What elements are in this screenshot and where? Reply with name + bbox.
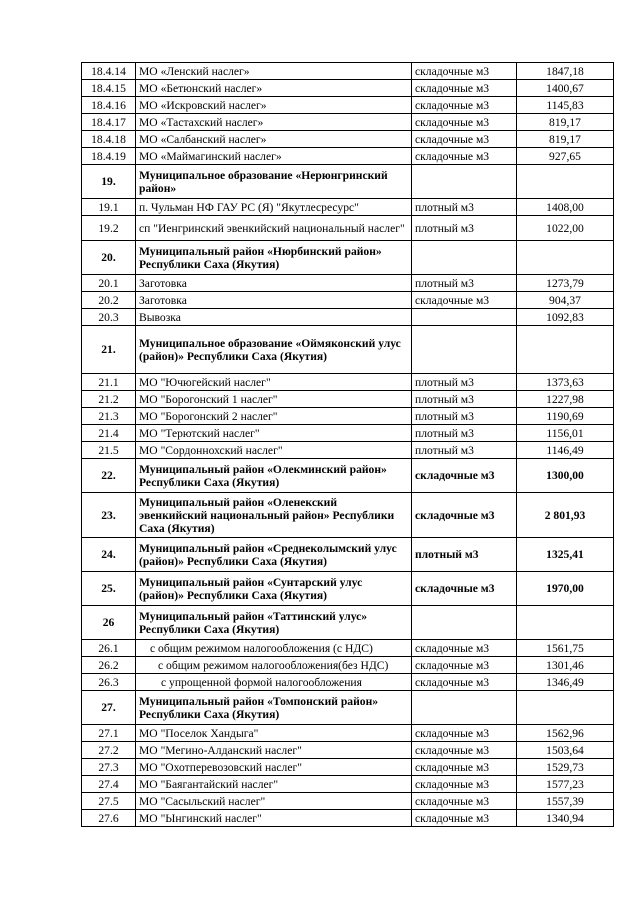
row-price-cell: 1300,00 bbox=[517, 459, 614, 493]
row-name-cell: Муниципальное образование «Нерюнгринский район» bbox=[136, 165, 412, 199]
row-number-cell: 18.4.15 bbox=[82, 80, 136, 97]
row-price-cell: 1346,49 bbox=[517, 674, 614, 691]
row-price-cell: 1092,83 bbox=[517, 309, 614, 326]
row-name-cell: Муниципальный район «Оленекский эвенкийский национальный район» Республики Саха (Якутия) bbox=[136, 493, 412, 538]
row-number-cell: 27.4 bbox=[82, 776, 136, 793]
table-row bbox=[82, 275, 614, 292]
table-row bbox=[82, 776, 614, 793]
row-number-cell: 27.3 bbox=[82, 759, 136, 776]
row-name-cell: Муниципальное образование «Оймяконский улус (район)» Республики Саха (Якутия) bbox=[136, 326, 412, 374]
row-price-cell: 1970,00 bbox=[517, 572, 614, 606]
row-unit-cell: складочные м3 bbox=[412, 459, 517, 493]
row-unit-cell: складочные м3 bbox=[412, 674, 517, 691]
table-row bbox=[82, 742, 614, 759]
row-name-cell: МО "Поселок Хандыга" bbox=[136, 725, 412, 742]
row-unit-cell bbox=[412, 606, 517, 640]
row-price-cell: 1577,23 bbox=[517, 776, 614, 793]
row-unit-cell: складочные м3 bbox=[412, 148, 517, 165]
row-price-cell: 1146,49 bbox=[517, 442, 614, 459]
row-unit-cell bbox=[412, 165, 517, 199]
row-unit-cell: складочные м3 bbox=[412, 640, 517, 657]
row-name-cell: Муниципальный район «Томпонский район» Республики Саха (Якутия) bbox=[136, 691, 412, 725]
row-price-cell: 1325,41 bbox=[517, 538, 614, 572]
row-number-cell: 24. bbox=[82, 538, 136, 572]
row-name-cell: МО "Баягантайский наслег" bbox=[136, 776, 412, 793]
row-name-cell: МО «Бетюнский наслег» bbox=[136, 80, 412, 97]
row-unit-cell: складочные м3 bbox=[412, 742, 517, 759]
row-price-cell bbox=[517, 691, 614, 725]
row-price-cell: 819,17 bbox=[517, 131, 614, 148]
row-number-cell: 21. bbox=[82, 326, 136, 374]
row-price-cell: 1156,01 bbox=[517, 425, 614, 442]
row-price-cell: 1529,73 bbox=[517, 759, 614, 776]
row-price-cell: 2 801,93 bbox=[517, 493, 614, 538]
table-row bbox=[82, 97, 614, 114]
row-price-cell: 1557,39 bbox=[517, 793, 614, 810]
row-number-cell: 19.2 bbox=[82, 216, 136, 241]
row-number-cell: 23. bbox=[82, 493, 136, 538]
row-number-cell: 22. bbox=[82, 459, 136, 493]
row-number-cell: 18.4.17 bbox=[82, 114, 136, 131]
row-number-cell: 26.2 bbox=[82, 657, 136, 674]
row-name-cell: с общим режимом налогообложения (с НДС) bbox=[136, 640, 412, 657]
row-name-cell: сп "Иенгринский эвенкийский национальный наслег" bbox=[136, 216, 412, 241]
row-name-cell: МО "Сордоннохский наслег" bbox=[136, 442, 412, 459]
row-number-cell: 27. bbox=[82, 691, 136, 725]
price-table-body bbox=[82, 63, 614, 827]
table-row bbox=[82, 442, 614, 459]
row-price-cell bbox=[517, 165, 614, 199]
row-name-cell: с общим режимом налогообложения(без НДС) bbox=[136, 657, 412, 674]
row-price-cell: 819,17 bbox=[517, 114, 614, 131]
section-row bbox=[82, 459, 614, 493]
row-number-cell: 19. bbox=[82, 165, 136, 199]
row-name-cell: Муниципальный район «Сунтарский улус (район)» Республики Саха (Якутия) bbox=[136, 572, 412, 606]
row-name-cell: МО "Борогонский 2 наслег" bbox=[136, 408, 412, 425]
row-unit-cell: плотный м3 bbox=[412, 374, 517, 391]
row-number-cell: 18.4.14 bbox=[82, 63, 136, 80]
row-unit-cell: плотный м3 bbox=[412, 442, 517, 459]
row-unit-cell: складочные м3 bbox=[412, 493, 517, 538]
row-number-cell: 21.1 bbox=[82, 374, 136, 391]
row-price-cell: 1273,79 bbox=[517, 275, 614, 292]
table-row bbox=[82, 63, 614, 80]
row-price-cell bbox=[517, 606, 614, 640]
row-number-cell: 20.3 bbox=[82, 309, 136, 326]
table-row bbox=[82, 131, 614, 148]
table-row bbox=[82, 640, 614, 657]
row-price-cell: 1373,63 bbox=[517, 374, 614, 391]
section-row bbox=[82, 493, 614, 538]
row-unit-cell: плотный м3 bbox=[412, 216, 517, 241]
table-row bbox=[82, 374, 614, 391]
section-row bbox=[82, 241, 614, 275]
row-number-cell: 25. bbox=[82, 572, 136, 606]
table-row bbox=[82, 793, 614, 810]
row-name-cell: МО "Терютский наслег" bbox=[136, 425, 412, 442]
row-unit-cell: плотный м3 bbox=[412, 275, 517, 292]
row-unit-cell bbox=[412, 691, 517, 725]
row-unit-cell: складочные м3 bbox=[412, 80, 517, 97]
row-number-cell: 27.5 bbox=[82, 793, 136, 810]
row-price-cell: 1847,18 bbox=[517, 63, 614, 80]
row-name-cell: Заготовка bbox=[136, 275, 412, 292]
row-number-cell: 20.1 bbox=[82, 275, 136, 292]
table-row bbox=[82, 810, 614, 827]
row-number-cell: 21.2 bbox=[82, 391, 136, 408]
row-number-cell: 26.3 bbox=[82, 674, 136, 691]
row-number-cell: 26 bbox=[82, 606, 136, 640]
row-price-cell: 1561,75 bbox=[517, 640, 614, 657]
row-name-cell: Муниципальный район «Олекминский район» Республики Саха (Якутия) bbox=[136, 459, 412, 493]
row-price-cell: 1400,67 bbox=[517, 80, 614, 97]
row-unit-cell: плотный м3 bbox=[412, 199, 517, 216]
row-unit-cell: складочные м3 bbox=[412, 292, 517, 309]
row-unit-cell: плотный м3 bbox=[412, 408, 517, 425]
row-price-cell: 1562,96 bbox=[517, 725, 614, 742]
row-price-cell: 1340,94 bbox=[517, 810, 614, 827]
table-row bbox=[82, 408, 614, 425]
table-row bbox=[82, 199, 614, 216]
section-row bbox=[82, 326, 614, 374]
section-row bbox=[82, 165, 614, 199]
row-name-cell: п. Чульман НФ ГАУ РС (Я) "Якутлесресурс" bbox=[136, 199, 412, 216]
row-unit-cell: складочные м3 bbox=[412, 776, 517, 793]
row-number-cell: 19.1 bbox=[82, 199, 136, 216]
section-row bbox=[82, 606, 614, 640]
table-row bbox=[82, 148, 614, 165]
row-unit-cell: плотный м3 bbox=[412, 391, 517, 408]
row-unit-cell bbox=[412, 326, 517, 374]
row-name-cell: МО «Салбанский наслег» bbox=[136, 131, 412, 148]
row-unit-cell: складочные м3 bbox=[412, 657, 517, 674]
row-name-cell: МО "Мегино-Алданский наслег" bbox=[136, 742, 412, 759]
table-row bbox=[82, 725, 614, 742]
row-number-cell: 27.2 bbox=[82, 742, 136, 759]
row-number-cell: 18.4.16 bbox=[82, 97, 136, 114]
table-row bbox=[82, 292, 614, 309]
row-number-cell: 21.5 bbox=[82, 442, 136, 459]
row-name-cell: МО «Ленский наслег» bbox=[136, 63, 412, 80]
row-unit-cell: складочные м3 bbox=[412, 759, 517, 776]
table-row bbox=[82, 391, 614, 408]
section-row bbox=[82, 691, 614, 725]
row-unit-cell: плотный м3 bbox=[412, 538, 517, 572]
row-unit-cell: плотный м3 bbox=[412, 425, 517, 442]
row-name-cell: МО "Борогонский 1 наслег" bbox=[136, 391, 412, 408]
row-name-cell: Муниципальный район «Нюрбинский район» Республики Саха (Якутия) bbox=[136, 241, 412, 275]
table-row bbox=[82, 674, 614, 691]
row-number-cell: 27.6 bbox=[82, 810, 136, 827]
table-row bbox=[82, 114, 614, 131]
row-name-cell: Вывозка bbox=[136, 309, 412, 326]
row-unit-cell: складочные м3 bbox=[412, 810, 517, 827]
table-row bbox=[82, 425, 614, 442]
row-number-cell: 21.4 bbox=[82, 425, 136, 442]
row-unit-cell bbox=[412, 309, 517, 326]
row-unit-cell: складочные м3 bbox=[412, 793, 517, 810]
row-number-cell: 27.1 bbox=[82, 725, 136, 742]
row-unit-cell: складочные м3 bbox=[412, 114, 517, 131]
row-price-cell: 927,65 bbox=[517, 148, 614, 165]
row-price-cell: 1227,98 bbox=[517, 391, 614, 408]
row-price-cell: 1022,00 bbox=[517, 216, 614, 241]
row-name-cell: МО «Маймагинский наслег» bbox=[136, 148, 412, 165]
row-name-cell: Муниципальный район «Среднеколымский улус (район)» Республики Саха (Якутия) bbox=[136, 538, 412, 572]
row-number-cell: 18.4.19 bbox=[82, 148, 136, 165]
row-unit-cell: складочные м3 bbox=[412, 97, 517, 114]
table-row bbox=[82, 657, 614, 674]
row-unit-cell bbox=[412, 241, 517, 275]
row-unit-cell: складочные м3 bbox=[412, 63, 517, 80]
row-price-cell: 1503,64 bbox=[517, 742, 614, 759]
row-price-cell: 1145,83 bbox=[517, 97, 614, 114]
row-name-cell: с упрощенной формой налогообложения bbox=[136, 674, 412, 691]
table-row bbox=[82, 216, 614, 241]
row-unit-cell: складочные м3 bbox=[412, 572, 517, 606]
table-row bbox=[82, 759, 614, 776]
section-row bbox=[82, 572, 614, 606]
row-price-cell bbox=[517, 241, 614, 275]
row-name-cell: Заготовка bbox=[136, 292, 412, 309]
row-number-cell: 18.4.18 bbox=[82, 131, 136, 148]
row-price-cell bbox=[517, 326, 614, 374]
row-number-cell: 26.1 bbox=[82, 640, 136, 657]
row-price-cell: 1190,69 bbox=[517, 408, 614, 425]
row-name-cell: МО «Искровский наслег» bbox=[136, 97, 412, 114]
row-name-cell: МО "Ючюгейский наслег" bbox=[136, 374, 412, 391]
row-unit-cell: складочные м3 bbox=[412, 725, 517, 742]
row-name-cell: МО "Ынгинский наслег" bbox=[136, 810, 412, 827]
row-price-cell: 904,37 bbox=[517, 292, 614, 309]
row-number-cell: 21.3 bbox=[82, 408, 136, 425]
table-row bbox=[82, 309, 614, 326]
row-name-cell: Муниципальный район «Таттинский улус» Республики Саха (Якутия) bbox=[136, 606, 412, 640]
row-name-cell: МО «Тастахский наслег» bbox=[136, 114, 412, 131]
row-number-cell: 20. bbox=[82, 241, 136, 275]
table-row bbox=[82, 80, 614, 97]
row-price-cell: 1301,46 bbox=[517, 657, 614, 674]
row-number-cell: 20.2 bbox=[82, 292, 136, 309]
row-unit-cell: складочные м3 bbox=[412, 131, 517, 148]
row-name-cell: МО "Охотперевозовский наслег" bbox=[136, 759, 412, 776]
section-row bbox=[82, 538, 614, 572]
price-table bbox=[81, 62, 614, 827]
row-name-cell: МО "Сасыльский наслег" bbox=[136, 793, 412, 810]
row-price-cell: 1408,00 bbox=[517, 199, 614, 216]
